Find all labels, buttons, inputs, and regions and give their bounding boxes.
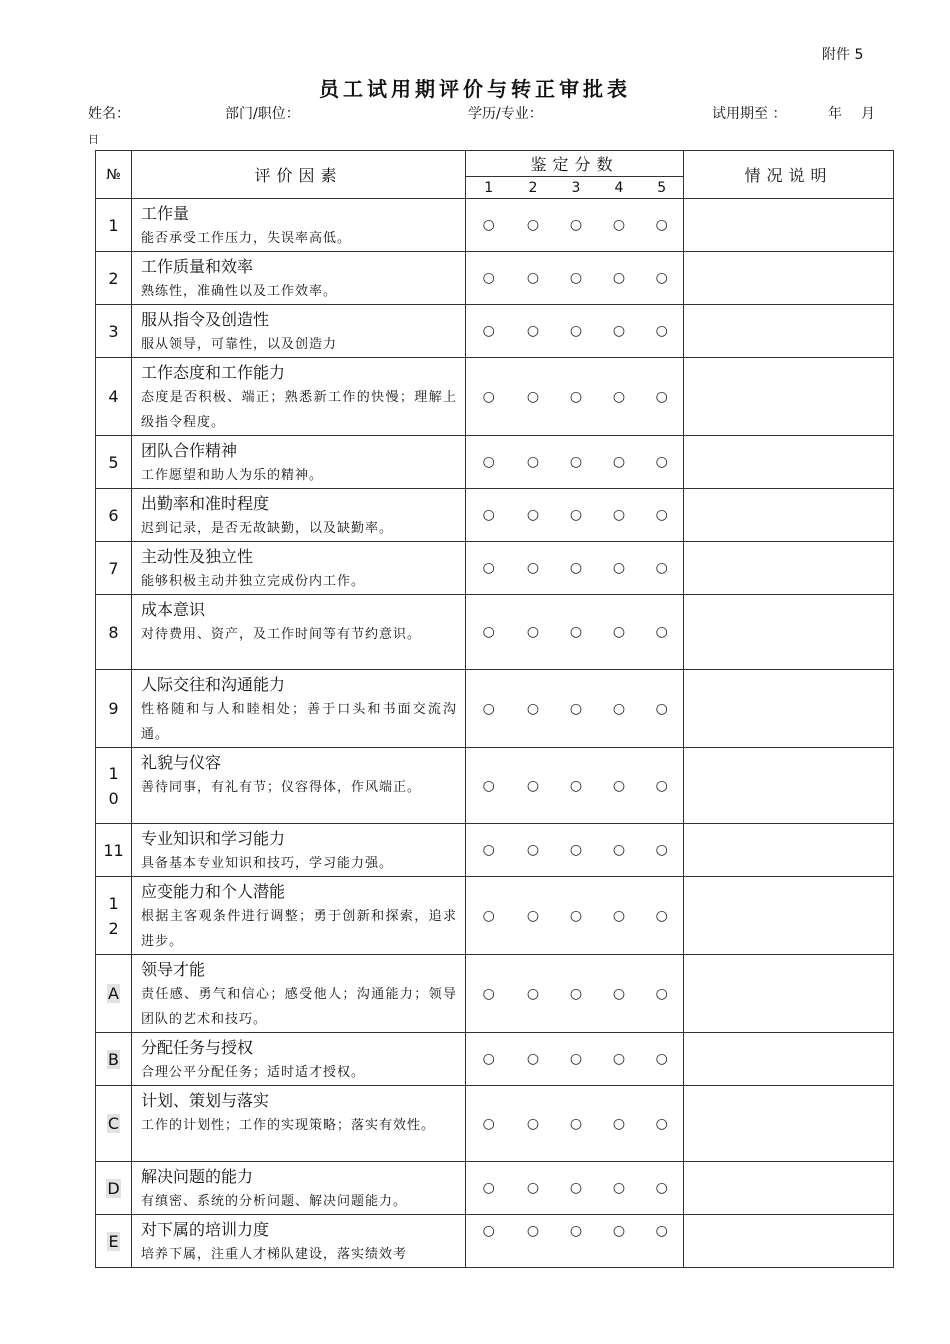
factor-title: 工作质量和效率 xyxy=(141,257,254,276)
score-radio-1[interactable]: ○ xyxy=(466,1162,512,1215)
row-number xyxy=(96,824,132,877)
score-radio-2[interactable]: ○ xyxy=(512,542,555,595)
row-number xyxy=(96,305,132,358)
factor-cell xyxy=(132,489,466,542)
score-radio-4[interactable]: ○ xyxy=(598,252,641,305)
situation-note-cell[interactable] xyxy=(684,877,894,955)
row-number xyxy=(96,1086,132,1162)
factor-description: 能否承受工作压力，失误率高低。 xyxy=(141,231,352,246)
situation-note-cell[interactable] xyxy=(684,489,894,542)
table-row xyxy=(96,748,894,824)
factor-title: 计划、策划与落实 xyxy=(141,1091,270,1110)
table-row xyxy=(96,1033,894,1086)
score-radio-1[interactable]: ○ xyxy=(466,748,512,824)
score-radio-5[interactable]: ○ xyxy=(641,670,684,748)
row-number-text: 9 xyxy=(108,699,119,718)
score-radio-4[interactable]: ○ xyxy=(598,305,641,358)
factor-cell xyxy=(132,542,466,595)
factor-cell xyxy=(132,877,466,955)
table-row xyxy=(96,436,894,489)
factor-cell xyxy=(132,358,466,436)
row-number-text: E xyxy=(108,1231,119,1251)
factor-description: 工作的计划性；工作的实现策略；落实有效性。 xyxy=(141,1118,436,1133)
row-number-text: C xyxy=(107,1114,120,1133)
factor-description: 性格随和与人和睦相处；善于口头和书面交流沟通。 xyxy=(141,702,457,742)
factor-cell xyxy=(132,955,466,1033)
row-number xyxy=(96,955,132,1033)
score-radio-3[interactable]: ○ xyxy=(555,670,598,748)
score-radio-4[interactable]: ○ xyxy=(598,1086,641,1162)
factor-description: 合理公平分配任务；适时适才授权。 xyxy=(141,1065,366,1080)
score-radio-3[interactable]: ○ xyxy=(555,199,598,252)
score-radio-3[interactable]: ○ xyxy=(555,358,598,436)
dept-label: 部门/职位： xyxy=(225,106,300,122)
row-number xyxy=(96,595,132,670)
score-radio-3[interactable]: ○ xyxy=(555,1033,598,1086)
score-radio-2[interactable]: ○ xyxy=(512,748,555,824)
score-radio-3[interactable]: ○ xyxy=(555,595,598,670)
factor-cell xyxy=(132,595,466,670)
row-number-text: 5 xyxy=(108,452,119,472)
day-label: 日 xyxy=(88,133,99,146)
score-radio-5[interactable]: ○ xyxy=(641,1033,684,1086)
score-radio-3[interactable]: ○ xyxy=(555,748,598,824)
score-radio-3[interactable]: ○ xyxy=(555,955,598,1033)
score-radio-1[interactable]: ○ xyxy=(466,595,512,670)
factor-cell xyxy=(132,305,466,358)
factor-cell xyxy=(132,1162,466,1215)
factor-title: 工作态度和工作能力 xyxy=(141,363,286,382)
factor-description: 根据主客观条件进行调整；勇于创新和探索，追求进步。 xyxy=(141,909,457,949)
table-row xyxy=(96,595,894,670)
score-radio-5[interactable]: ○ xyxy=(641,955,684,1033)
factor-description: 善待同事，有礼有节；仪容得体，作风端正。 xyxy=(141,780,422,795)
factor-title: 出勤率和准时程度 xyxy=(141,494,270,513)
row-number xyxy=(96,358,132,436)
row-number xyxy=(96,877,132,955)
score-radio-1[interactable]: ○ xyxy=(466,436,512,489)
factor-description: 服从领导，可靠性，以及创造力 xyxy=(141,337,338,352)
situation-note-cell[interactable] xyxy=(684,595,894,670)
score-radio-2[interactable]: ○ xyxy=(512,199,555,252)
row-number xyxy=(96,1162,132,1215)
score-header-1: 1 xyxy=(466,177,512,199)
situation-note-cell[interactable] xyxy=(684,542,894,595)
score-radio-4[interactable]: ○ xyxy=(598,489,641,542)
situation-note-cell[interactable] xyxy=(684,1033,894,1086)
table-row xyxy=(96,670,894,748)
edu-label: 学历/专业： xyxy=(468,106,543,122)
score-radio-1[interactable]: ○ xyxy=(466,1033,512,1086)
factor-cell xyxy=(132,252,466,305)
factor-description: 具备基本专业知识和技巧，学习能力强。 xyxy=(141,856,394,871)
score-radio-5[interactable]: ○ xyxy=(641,436,684,489)
score-radio-5[interactable]: ○ xyxy=(641,358,684,436)
score-radio-3[interactable]: ○ xyxy=(555,1215,598,1268)
factor-description: 对待费用、资产，及工作时间等有节约意识。 xyxy=(141,627,422,642)
score-radio-4[interactable]: ○ xyxy=(598,358,641,436)
table-row xyxy=(96,358,894,436)
factor-title: 分配任务与授权 xyxy=(141,1038,254,1057)
row-number-text: 3 xyxy=(108,321,119,341)
score-radio-3[interactable]: ○ xyxy=(555,824,598,877)
factor-title: 主动性及独立性 xyxy=(141,547,254,566)
score-radio-2[interactable]: ○ xyxy=(512,1215,555,1268)
factor-description: 态度是否积极、端正；熟悉新工作的快慢；理解上级指令程度。 xyxy=(141,390,457,430)
score-radio-1[interactable]: ○ xyxy=(466,670,512,748)
row-number xyxy=(96,436,132,489)
factor-title: 解决问题的能力 xyxy=(141,1167,254,1186)
score-radio-4[interactable]: ○ xyxy=(598,670,641,748)
score-radio-4[interactable]: ○ xyxy=(598,955,641,1033)
score-radio-2[interactable]: ○ xyxy=(512,824,555,877)
probation-label: 试用期至 ： xyxy=(712,106,787,122)
table-row xyxy=(96,824,894,877)
row-number xyxy=(96,199,132,252)
factor-cell xyxy=(132,824,466,877)
score-radio-3[interactable]: ○ xyxy=(555,436,598,489)
row-number-text: 6 xyxy=(108,505,119,525)
score-radio-5[interactable]: ○ xyxy=(641,305,684,358)
score-radio-5[interactable]: ○ xyxy=(641,1215,684,1268)
table-row xyxy=(96,1215,894,1268)
table-row xyxy=(96,252,894,305)
table-row xyxy=(96,489,894,542)
score-radio-4[interactable]: ○ xyxy=(598,1162,641,1215)
row-number-text: B xyxy=(108,1049,119,1069)
score-radio-2[interactable]: ○ xyxy=(512,436,555,489)
factor-description: 迟到记录，是否无故缺勤，以及缺勤率。 xyxy=(141,521,394,536)
score-radio-5[interactable]: ○ xyxy=(641,252,684,305)
row-number-text: 10 xyxy=(108,763,119,808)
score-radio-1[interactable]: ○ xyxy=(466,1215,512,1268)
situation-note-cell[interactable] xyxy=(684,1086,894,1162)
table-row xyxy=(96,542,894,595)
score-radio-3[interactable]: ○ xyxy=(555,1086,598,1162)
row-number-text: 1 xyxy=(108,215,119,235)
factor-cell xyxy=(132,436,466,489)
header-factor: 评价因素 xyxy=(132,151,466,199)
name-label: 姓名： xyxy=(88,106,130,122)
factor-description: 培养下属，注重人才梯队建设，落实绩效考 xyxy=(141,1247,408,1262)
situation-note-cell[interactable] xyxy=(684,670,894,748)
factor-title: 礼貌与仪容 xyxy=(141,753,222,772)
factor-cell xyxy=(132,199,466,252)
table-row xyxy=(96,877,894,955)
score-radio-2[interactable]: ○ xyxy=(512,1086,555,1162)
situation-note-cell[interactable] xyxy=(684,1215,894,1268)
factor-title: 人际交往和沟通能力 xyxy=(141,675,286,694)
score-radio-1[interactable]: ○ xyxy=(466,542,512,595)
score-radio-3[interactable]: ○ xyxy=(555,305,598,358)
situation-note-cell[interactable] xyxy=(684,436,894,489)
score-radio-5[interactable]: ○ xyxy=(641,824,684,877)
row-number xyxy=(96,489,132,542)
table-row xyxy=(96,199,894,252)
factor-title: 服从指令及创造性 xyxy=(141,310,270,329)
score-radio-5[interactable]: ○ xyxy=(641,1086,684,1162)
score-radio-2[interactable]: ○ xyxy=(512,670,555,748)
form-title: 员工试用期评价与转正审批表 xyxy=(319,77,631,101)
row-number-text: 4 xyxy=(108,387,119,406)
situation-note-cell[interactable] xyxy=(684,1162,894,1215)
factor-description: 能够积极主动并独立完成份内工作。 xyxy=(141,574,366,589)
factor-cell xyxy=(132,1215,466,1268)
score-radio-1[interactable]: ○ xyxy=(466,877,512,955)
score-radio-5[interactable]: ○ xyxy=(641,877,684,955)
score-radio-2[interactable]: ○ xyxy=(512,489,555,542)
score-radio-3[interactable]: ○ xyxy=(555,877,598,955)
score-radio-1[interactable]: ○ xyxy=(466,305,512,358)
row-number-text: 8 xyxy=(108,622,119,642)
table-row xyxy=(96,955,894,1033)
year-label: 年 xyxy=(828,106,842,122)
row-number xyxy=(96,1215,132,1268)
score-radio-2[interactable]: ○ xyxy=(512,252,555,305)
factor-title: 应变能力和个人潜能 xyxy=(141,882,286,901)
factor-title: 对下属的培训力度 xyxy=(141,1220,270,1239)
factor-description: 有缜密、系统的分析问题、解决问题能力。 xyxy=(141,1194,408,1209)
score-radio-3[interactable]: ○ xyxy=(555,489,598,542)
score-header-5: 5 xyxy=(641,177,684,199)
score-radio-5[interactable]: ○ xyxy=(641,748,684,824)
score-radio-4[interactable]: ○ xyxy=(598,595,641,670)
situation-note-cell[interactable] xyxy=(684,305,894,358)
score-radio-2[interactable]: ○ xyxy=(512,877,555,955)
factor-cell xyxy=(132,670,466,748)
header-no: № xyxy=(96,151,132,199)
row-number-text: 7 xyxy=(108,558,119,578)
row-number-text: A xyxy=(108,984,119,1003)
score-header-3: 3 xyxy=(555,177,598,199)
row-number xyxy=(96,1033,132,1086)
month-label: 月 xyxy=(861,106,875,122)
score-radio-4[interactable]: ○ xyxy=(598,436,641,489)
table-row xyxy=(96,1162,894,1215)
score-radio-4[interactable]: ○ xyxy=(598,824,641,877)
table-row xyxy=(96,1086,894,1162)
score-radio-1[interactable]: ○ xyxy=(466,489,512,542)
score-radio-2[interactable]: ○ xyxy=(512,1033,555,1086)
factor-description: 工作愿望和助人为乐的精神。 xyxy=(141,468,324,483)
score-radio-1[interactable]: ○ xyxy=(466,199,512,252)
factor-title: 专业知识和学习能力 xyxy=(141,829,286,848)
score-radio-4[interactable]: ○ xyxy=(598,1215,641,1268)
row-number xyxy=(96,670,132,748)
factor-cell xyxy=(132,1086,466,1162)
score-radio-4[interactable]: ○ xyxy=(598,542,641,595)
situation-note-cell[interactable] xyxy=(684,824,894,877)
header-description: 情况说明 xyxy=(684,151,894,199)
row-number-text: D xyxy=(107,1178,120,1198)
row-number-text: 12 xyxy=(108,893,119,938)
score-radio-2[interactable]: ○ xyxy=(512,1162,555,1215)
score-radio-3[interactable]: ○ xyxy=(555,252,598,305)
score-radio-3[interactable]: ○ xyxy=(555,1162,598,1215)
row-number-text: 2 xyxy=(108,268,119,288)
factor-title: 成本意识 xyxy=(141,600,206,619)
score-radio-1[interactable]: ○ xyxy=(466,252,512,305)
score-radio-1[interactable]: ○ xyxy=(466,955,512,1033)
factor-title: 团队合作精神 xyxy=(141,441,238,460)
score-radio-4[interactable]: ○ xyxy=(598,877,641,955)
row-number xyxy=(96,252,132,305)
score-radio-1[interactable]: ○ xyxy=(466,358,512,436)
score-radio-3[interactable]: ○ xyxy=(555,542,598,595)
evaluation-table xyxy=(95,150,894,1268)
score-header-4: 4 xyxy=(598,177,641,199)
header-score: 鉴定分数 xyxy=(466,151,684,177)
table-row xyxy=(96,305,894,358)
row-number-text: 11 xyxy=(103,840,124,860)
score-radio-5[interactable]: ○ xyxy=(641,489,684,542)
situation-note-cell[interactable] xyxy=(684,955,894,1033)
factor-title: 工作量 xyxy=(141,204,190,223)
row-number xyxy=(96,542,132,595)
factor-description: 责任感、勇气和信心；感受他人；沟通能力；领导团队的艺术和技巧。 xyxy=(141,987,457,1027)
score-radio-5[interactable]: ○ xyxy=(641,595,684,670)
score-radio-4[interactable]: ○ xyxy=(598,748,641,824)
situation-note-cell[interactable] xyxy=(684,358,894,436)
score-radio-2[interactable]: ○ xyxy=(512,358,555,436)
score-radio-2[interactable]: ○ xyxy=(512,305,555,358)
score-radio-5[interactable]: ○ xyxy=(641,542,684,595)
factor-cell xyxy=(132,1033,466,1086)
situation-note-cell[interactable] xyxy=(684,748,894,824)
factor-cell xyxy=(132,748,466,824)
score-radio-5[interactable]: ○ xyxy=(641,199,684,252)
situation-note-cell[interactable] xyxy=(684,199,894,252)
score-radio-5[interactable]: ○ xyxy=(641,1162,684,1215)
score-radio-2[interactable]: ○ xyxy=(512,595,555,670)
factor-description: 熟练性，准确性以及工作效率。 xyxy=(141,284,338,299)
score-radio-1[interactable]: ○ xyxy=(466,1086,512,1162)
score-radio-4[interactable]: ○ xyxy=(598,199,641,252)
situation-note-cell[interactable] xyxy=(684,252,894,305)
score-radio-2[interactable]: ○ xyxy=(512,955,555,1033)
attachment-label: 附件 5 xyxy=(822,47,864,63)
row-number xyxy=(96,748,132,824)
score-header-2: 2 xyxy=(512,177,555,199)
score-radio-1[interactable]: ○ xyxy=(466,824,512,877)
factor-title: 领导才能 xyxy=(141,960,206,979)
score-radio-4[interactable]: ○ xyxy=(598,1033,641,1086)
